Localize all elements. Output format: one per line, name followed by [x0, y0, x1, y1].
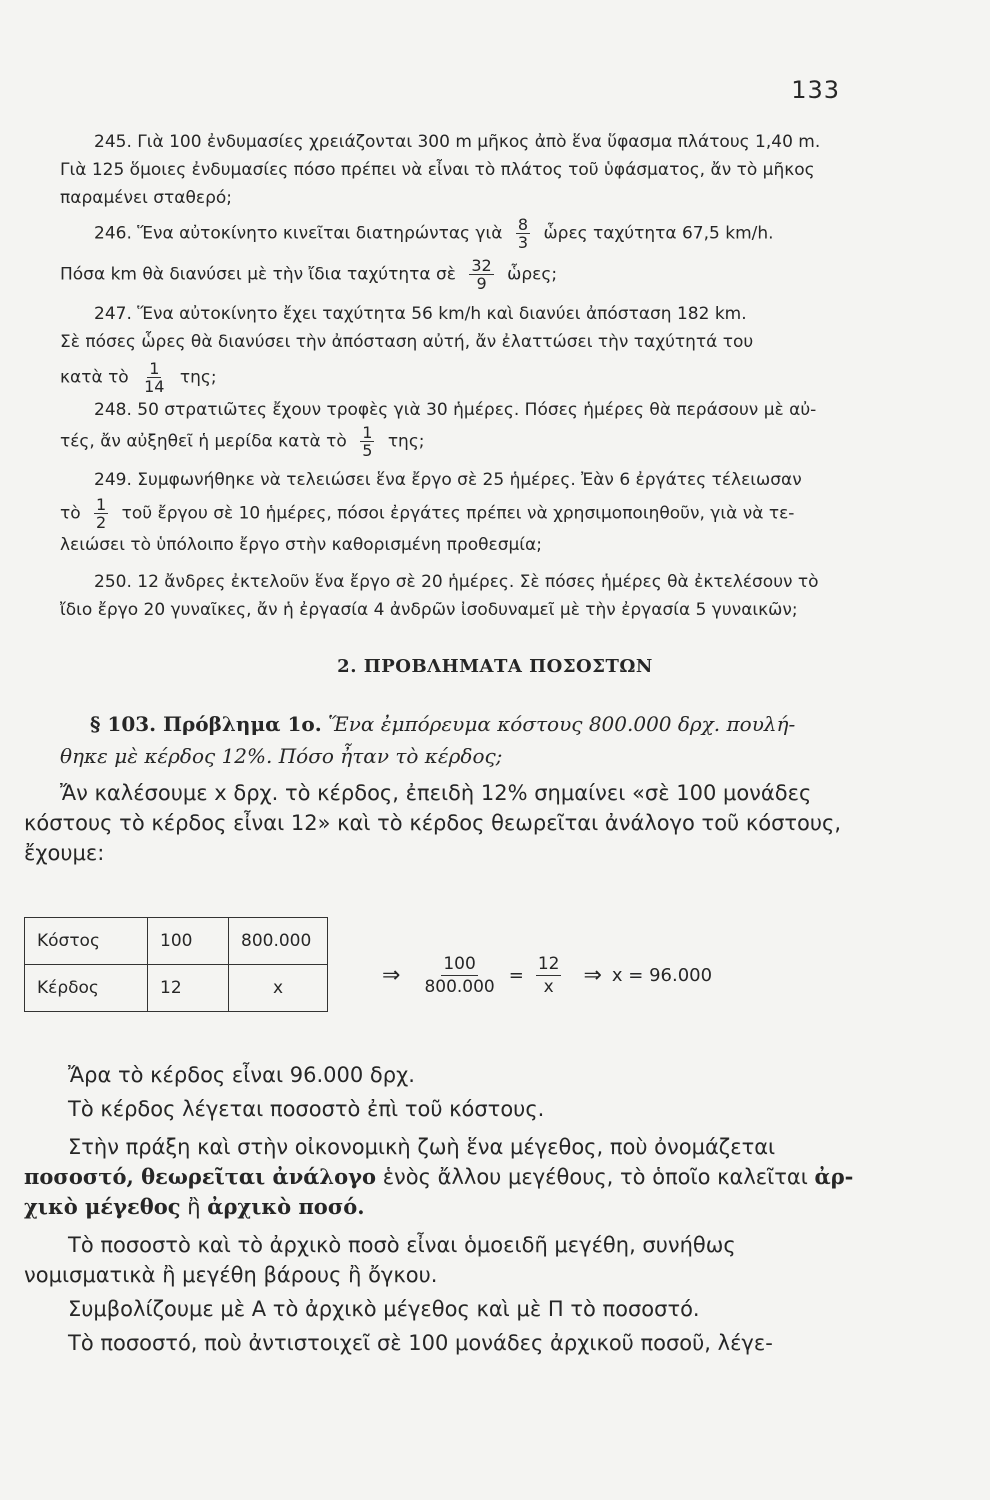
exercise-line: 249. Συμφωνήθηκε νὰ τελειώσει ἕνα ἔργο σὲ 25 ἡμέρες. Ἐὰν 6 ἐργάτες τέλειωσαν — [94, 470, 802, 490]
denominator: x — [543, 977, 554, 997]
problem-text: Ἕνα ἐμπόρευμα κόστους 800.000 δρχ. πουλή- — [328, 712, 796, 736]
paragraph-line: Τὸ κέρδος λέγεται ποσοστὸ ἐπὶ τοῦ κόστους. — [68, 1097, 545, 1121]
paragraph-line: κόστους τὸ κέρδος εἶναι 12» καὶ τὸ κέρδος θεωρεῖται ἀνάλογο τοῦ κόστους, — [24, 811, 842, 835]
paragraph-line: Ἄν καλέσουμε x δρχ. τὸ κέρδος, ἐπειδὴ 12% σημαίνει «σὲ 100 μονάδες — [60, 781, 812, 805]
paragraph-line: Ἄρα τὸ κέρδος εἶναι 96.000 δρχ. — [68, 1063, 415, 1087]
proportion-equation — [372, 953, 712, 998]
numerator: 1 — [149, 359, 160, 378]
table-row — [25, 918, 328, 965]
exercise-248 — [60, 396, 840, 459]
paragraph-line: ἔχουμε: — [24, 841, 105, 865]
text: τές, ἄν αὐξηθεῖ ἡ μερίδα κατὰ τὸ — [60, 431, 347, 452]
fraction — [469, 257, 493, 292]
implies-arrow: ⇒ — [382, 963, 401, 988]
numerator: 100 — [443, 954, 476, 974]
exercise-line: 250. 12 ἄνδρες ἐκτελοῦν ἕνα ἔργο σὲ 20 ἡμέρες. Σὲ πόσες ἡμέρες θὰ ἐκτελέσουν τὸ — [94, 572, 819, 592]
exercise-249 — [60, 466, 840, 559]
bold-term: ποσοστό, θεωρεῖται ἀνάλογο — [24, 1164, 377, 1189]
section-heading: 2. ΠΡΟΒΛΗΜΑΤΑ ΠΟΣΟΣΤΩΝ — [337, 656, 653, 677]
exercise-line: λειώσει τὸ ὑπόλοιπο ἔργο στὴν καθορισμένη προθεσμία; — [60, 535, 542, 555]
exercise-line: 245. Γιὰ 100 ἐνδυμασίες χρειάζονται 300 m μῆκος ἀπὸ ἕνα ὕφασμα πλάτους 1,40 m. — [94, 132, 821, 152]
implies-arrow: ⇒ — [583, 963, 602, 988]
ratio-table — [24, 917, 328, 1012]
table-cell: Κόστος — [25, 918, 148, 965]
text: ἢ — [180, 1195, 208, 1219]
paragraph-line: Συμβολίζουμε μὲ A τὸ ἀρχικὸ μέγεθος καὶ μὲ Π τὸ ποσοστό. — [68, 1297, 700, 1321]
exercise-line — [60, 360, 840, 395]
exercise-line — [60, 216, 840, 251]
problem-text: θηκε μὲ κέρδος 12%. Πόσο ἦταν τὸ κέρδος; — [60, 744, 503, 768]
numerator: 8 — [517, 215, 529, 234]
denominator: 2 — [96, 513, 107, 532]
fraction — [536, 953, 562, 998]
exercise-line: Σὲ πόσες ὧρες θὰ διανύσει τὴν ἀπόσταση αὐτή, ἄν ἐλαττώσει τὴν ταχύτητά του — [60, 332, 754, 352]
text: ἑνὸς ἄλλου μεγέθους, τὸ ὁποῖο καλεῖται — [376, 1165, 808, 1189]
exercise-line — [60, 496, 840, 531]
denominator: 9 — [476, 274, 487, 293]
exercise-line: 247. Ἕνα αὐτοκίνητο ἔχει ταχύτητα 56 km/h καὶ διανύει ἀπόσταση 182 km. — [94, 304, 747, 324]
text: τοῦ ἔργου σὲ 10 ἡμέρες, πόσοι ἐργάτες πρέπει νὰ χρησιμοποιηθοῦν, γιὰ νὰ τε- — [121, 503, 795, 524]
numerator: 1 — [362, 423, 373, 442]
equation-result: x = 96.000 — [611, 965, 713, 986]
fraction — [360, 424, 374, 459]
fraction — [422, 953, 496, 998]
text: της; — [179, 367, 217, 388]
table-row — [25, 965, 328, 1012]
exercise-line: παραμένει σταθερό; — [60, 188, 233, 208]
exercise-line: 248. 50 στρατιῶτες ἔχουν τροφὲς γιὰ 30 ἡμέρες. Πόσες ἡμέρες θὰ περάσουν μὲ αὐ- — [94, 400, 817, 420]
bold-term: ἀρ- — [814, 1164, 854, 1189]
fraction — [94, 496, 108, 531]
bold-term: χικὸ μέγεθος — [24, 1194, 181, 1219]
denominator: 800.000 — [424, 977, 495, 997]
table-cell: 100 — [148, 918, 229, 965]
text: ὧρες ταχύτητα 67,5 km/h. — [543, 223, 774, 244]
body-text — [24, 1060, 854, 1358]
table-cell: 800.000 — [229, 918, 328, 965]
fraction — [516, 216, 530, 251]
page-number: 133 — [791, 76, 840, 104]
paragraph-line — [24, 1162, 854, 1192]
bold-term: ἀρχικὸ ποσό. — [207, 1194, 365, 1219]
exercise-line: ἴδιο ἔργο 20 γυναῖκες, ἄν ἡ ἐργασία 4 ἀνδρῶν ἰσοδυναμεῖ μὲ τὴν ἐργασία 5 γυναικῶν; — [60, 600, 798, 620]
text: της; — [387, 431, 425, 452]
numerator: 12 — [537, 954, 560, 974]
exercise-245 — [60, 128, 840, 212]
text: 246. Ἕνα αὐτοκίνητο κινεῖται διατηρώντας γιὰ — [94, 223, 503, 244]
problem-label: § 103. Πρόβλημα 1ο. — [90, 712, 322, 736]
text: τὸ — [60, 503, 81, 524]
problem-statement — [60, 708, 840, 772]
paragraph-line: Στὴν πράξη καὶ στὴν οἰκονομικὴ ζωὴ ἕνα μέγεθος, ποὺ ὀνομάζεται — [68, 1135, 776, 1159]
exercise-250 — [60, 568, 840, 624]
exercise-line — [60, 257, 840, 292]
table-cell: 12 — [148, 965, 229, 1012]
text: κατὰ τὸ — [60, 367, 129, 388]
text: ὧρες; — [507, 264, 558, 285]
intro-paragraph — [24, 778, 840, 868]
table-cell: x — [229, 965, 328, 1012]
denominator: 3 — [517, 233, 529, 252]
table-cell: Κέρδος — [25, 965, 148, 1012]
paragraph-line — [24, 1192, 840, 1222]
paragraph-line: Τὸ ποσοστό, ποὺ ἀντιστοιχεῖ σὲ 100 μονάδες ἀρχικοῦ ποσοῦ, λέγε- — [68, 1331, 773, 1355]
denominator: 5 — [362, 441, 373, 460]
numerator: 32 — [471, 256, 492, 275]
equals-sign: = — [508, 965, 524, 986]
problem-line — [60, 708, 840, 740]
denominator: 14 — [144, 377, 165, 396]
exercise-246 — [60, 216, 840, 292]
fraction — [142, 360, 166, 395]
paragraph-line: Τὸ ποσοστὸ καὶ τὸ ἀρχικὸ ποσὸ εἶναι ὁμοειδῆ μεγέθη, συνήθως — [68, 1233, 736, 1257]
exercise-247 — [60, 300, 840, 395]
text: Πόσα km θὰ διανύσει μὲ τὴν ἴδια ταχύτητα σὲ — [60, 264, 456, 285]
numerator: 1 — [96, 495, 107, 514]
exercise-line: Γιὰ 125 ὅμοιες ἐνδυμασίες πόσο πρέπει νὰ εἶναι τὸ πλάτος τοῦ ὑφάσματος, ἄν τὸ μῆκος — [60, 160, 815, 180]
paragraph-line: νομισματικὰ ἢ μεγέθη βάρους ἢ ὄγκου. — [24, 1263, 438, 1287]
exercise-line — [60, 424, 840, 459]
